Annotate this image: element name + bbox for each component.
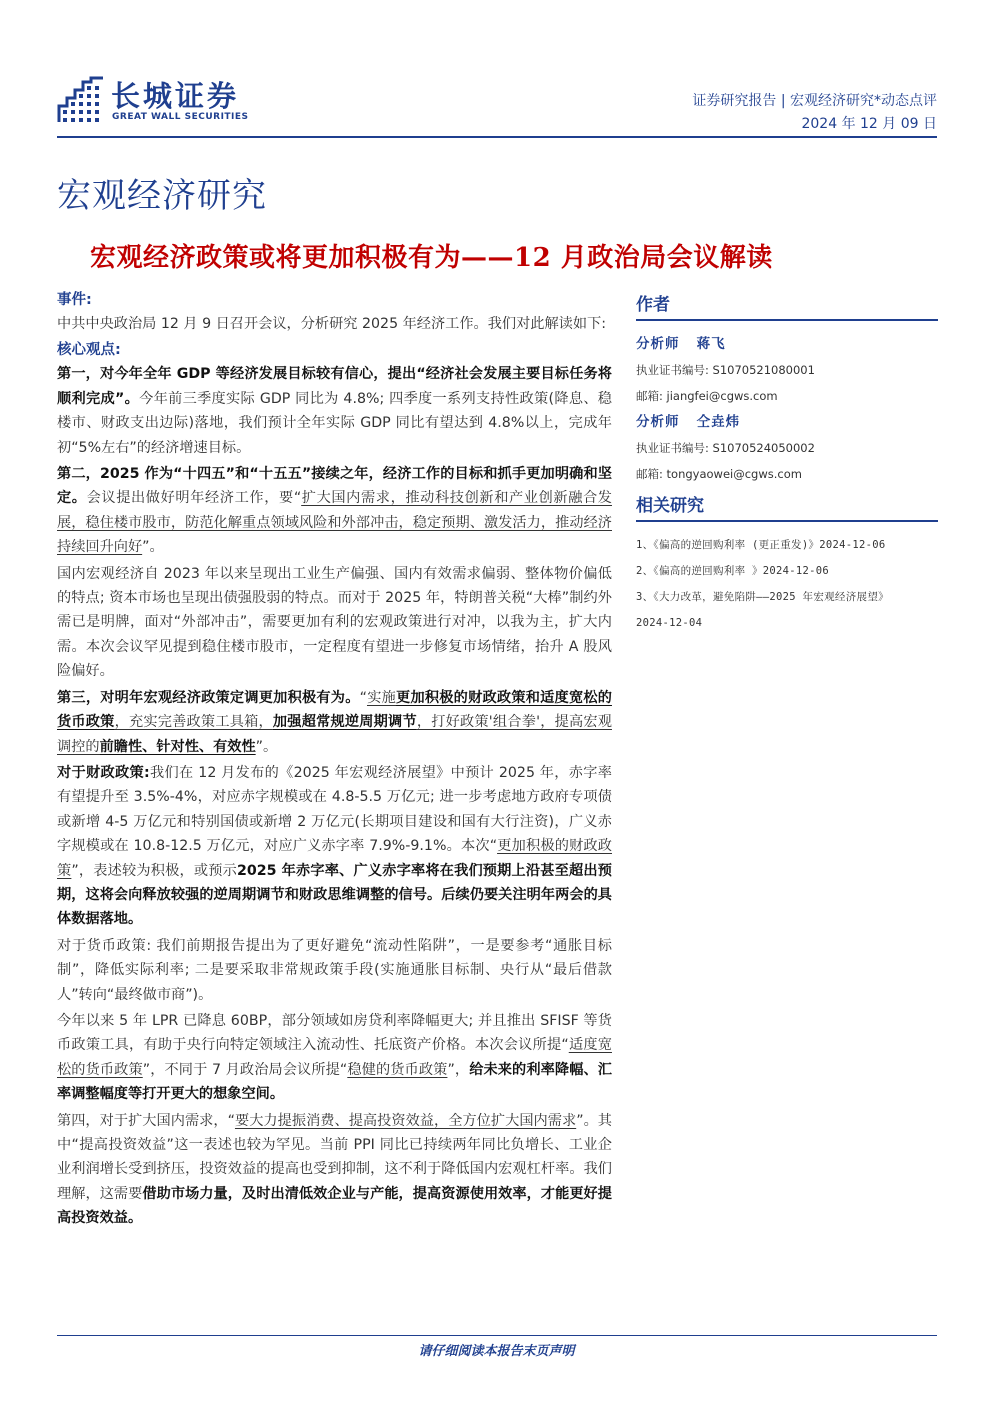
point-2-text: 会议提出做好明年经济工作，要“ — [86, 490, 302, 507]
brand-name-en: GREAT WALL SECURITIES — [112, 112, 249, 122]
fiscal-policy-conclusion: 2025 年赤字率、广义赤字率将在我们预期上沿甚至超出预期，这将会向释放较强的逆周期调节和财政思维调整的信号。后续仍要关注明年两会的具体数据落地。 — [57, 862, 612, 928]
report-header-meta — [692, 90, 937, 136]
analyst-2-name: 仝垚炜 — [696, 414, 741, 430]
authors-heading: 作者 — [636, 290, 938, 321]
related-item[interactable]: 3、《大力改革，避免陷阱——2025 年宏观经济展望》 — [636, 591, 889, 603]
header-divider — [57, 136, 937, 138]
macro-context-paragraph: 国内宏观经济自 2023 年以来呈现出工业生产偏强、国内有效需求偏弱、整体物价偏低的特点; 资本市场也呈现出债强股弱的特点。而对于 2025 年，特朗普关税“大棒”制约外需已是明牌，面对“外部冲击”，需要更加有利的宏观政策进行对冲，以我为主，扩大内需。本次会议罕见提到稳住楼市股市，一定程度有望进一步修复市场情绪，抬升 A 股风险偏好。 — [57, 565, 612, 680]
point-4-paragraph — [57, 1109, 612, 1231]
footer-disclaimer: 请仔细阅读本报告末页声明 — [418, 1344, 575, 1359]
lpr-paragraph — [57, 1009, 612, 1107]
point-3-quote-a: 实施 — [366, 689, 397, 706]
fiscal-policy-label: 对于财政政策: — [57, 764, 150, 781]
analyst-2-label: 分析师 — [636, 414, 680, 430]
brand-name-cn: 长城证券 — [111, 79, 240, 113]
event-paragraph: 中共中央政治局 12 月 9 日召开会议，分析研究 2025 年经济工作。我们对此解读如下: — [57, 316, 607, 332]
related-item-date: 2024-12-04 — [636, 617, 703, 629]
lpr-text: 今年以来 5 年 LPR 已降息 60BP，部分领域如房贷利率降幅更大; 并且推出 SFISF 等货币政策工具，有助于央行向特定领域注入流动性、托底资产价格。本次会议所提“ — [57, 1012, 612, 1054]
lpr-text-2: ”，不同于 7 月政治局会议所提“ — [142, 1061, 348, 1078]
fiscal-policy-text: 我们在 12 月发布的《2025 年宏观经济展望》中预计 2025 年，赤字率有望提升至 3.5%-4%，对应赤字规模或在 4.8-5.5 万亿元; 进一步考虑地方政府专项债或新增 4-5 万亿元和特别国债或新增 2 万亿元(长期项目建设和国有大行注资)，广义赤字规模或在 10.8-12.5 万亿元，对应广义赤字率 7.9%-9.1%。本次“ — [57, 764, 612, 855]
section-title: 宏观经济研究 — [57, 176, 267, 216]
core-views-label: 核心观点: — [57, 342, 121, 359]
point-3-quote-b: 更加积极的财政政策和适度宽松的货币政策 — [57, 689, 612, 731]
event-label: 事件: — [57, 292, 92, 308]
analyst-2-cert: 执业证书编号: S1070524050002 — [636, 441, 815, 455]
lpr-quote-2: 稳健的货币政策 — [347, 1061, 448, 1078]
point-1-text: 今年前三季度实际 GDP 同比为 4.8%; 四季度一系列支持性政策(降息、稳楼市、财政支出边际)落地，我们预计全年实际 GDP 同比有望达到 4.8%以上，完成年初“5%左右”的经济增速目标。 — [57, 390, 612, 456]
point-2-paragraph — [57, 462, 612, 560]
point-3-quote-e: ，打好政策'组合拳'，提高宏观调控的 — [57, 714, 612, 755]
sidebar — [636, 290, 938, 636]
analyst-1-label: 分析师 — [636, 336, 680, 352]
analyst-1-cert: 执业证书编号: S1070521080001 — [636, 363, 815, 377]
analyst-1-email[interactable]: 邮箱: jiangfei@cgws.com — [636, 389, 778, 403]
report-title: 宏观经济政策或将更加积极有为——12 月政治局会议解读 — [90, 243, 773, 273]
brand-logo — [57, 72, 257, 130]
report-category: 证券研究报告 | 宏观经济研究*动态点评 — [692, 93, 937, 109]
point-1-heading: 第一，对今年全年 GDP 等经济发展目标较有信心，提出“经济社会发展主要目标任务将顺利完成”。 — [57, 366, 612, 407]
great-wall-logo-icon — [57, 76, 105, 124]
point-4-conclusion: 借助市场力量，及时出清低效企业与产能，提高资源使用效率，才能更好提高投资效益。 — [57, 1185, 612, 1227]
related-research-heading: 相关研究 — [636, 491, 938, 522]
fiscal-policy-text-2: ”，表述较为积极，或预示 — [71, 862, 237, 879]
footer-divider — [57, 1335, 937, 1336]
analyst-2-email[interactable]: 邮箱: tongyaowei@cgws.com — [636, 467, 802, 481]
point-3-quote-d: 加强超常规逆周期调节 — [272, 714, 417, 731]
analyst-1 — [636, 331, 938, 357]
point-2-heading: 第二，2025 作为“十四五”和“十五五”接续之年，经济工作的目标和抓手更加明确和坚定。 — [57, 466, 612, 507]
point-3-quote-f: 前瞻性、针对性、有效性 — [99, 738, 256, 755]
monetary-policy-paragraph: 对于货币政策: 我们前期报告提出为了更好避免“流动性陷阱”，一是要参考“通胀目标制”，降低实际利率; 二是要采取非常规政策手段(实施通胀目标制、央行从“最后借款人”转向“最终做市商”)。 — [57, 937, 612, 1003]
analyst-1-name: 蒋飞 — [696, 336, 726, 352]
related-item[interactable]: 1、《偏高的逆回购利率 (更正重发)》2024-12-06 — [636, 539, 886, 551]
point-2-end: ”。 — [142, 539, 164, 556]
point-3-quote-c: ，充实完善政策工具箱， — [114, 714, 273, 731]
lpr-conclusion: 给未来的利率降幅、汇率调整幅度等打开更大的想象空间。 — [57, 1061, 612, 1103]
report-body — [57, 288, 612, 1233]
fiscal-policy-paragraph — [57, 761, 612, 932]
lpr-text-3: ”， — [447, 1061, 470, 1078]
point-1-paragraph — [57, 362, 612, 460]
point-3-heading: 第三，对明年宏观经济政策定调更加积极有为。 — [57, 689, 360, 706]
point-3-end: ”。 — [255, 738, 278, 755]
lpr-quote-1: 适度宽松的货币政策 — [57, 1037, 612, 1078]
fiscal-policy-quote: 更加积极的财政政策 — [57, 838, 612, 879]
point-3-paragraph — [57, 686, 612, 759]
related-item[interactable]: 2、《偏高的逆回购利率 》2024-12-06 — [636, 565, 830, 577]
point-4-quote: 要大力提振消费、提高投资效益，全方位扩大国内需求 — [234, 1112, 577, 1129]
point-4-text-2: ”。其中“提高投资效益”这一表述也较为罕见。当前 PPI 同比已持续两年同比负增长、工业企业利润增长受到挤压，投资效益的提高也受到抑制，这不利于降低国内宏观杠杆率。我们理解，这需要 — [57, 1112, 612, 1202]
analyst-2 — [636, 409, 938, 435]
point-3-quote-open: “ — [359, 689, 367, 706]
report-date: 2024 年 12 月 09 日 — [801, 116, 937, 132]
point-2-quote: 扩大国内需求，推动科技创新和产业创新融合发展，稳住楼市股市，防范化解重点领域风险和外部冲击，稳定预期、激发活力，推动经济持续回升向好 — [57, 490, 612, 556]
point-4-text: 第四，对于扩大国内需求，“ — [57, 1112, 235, 1129]
